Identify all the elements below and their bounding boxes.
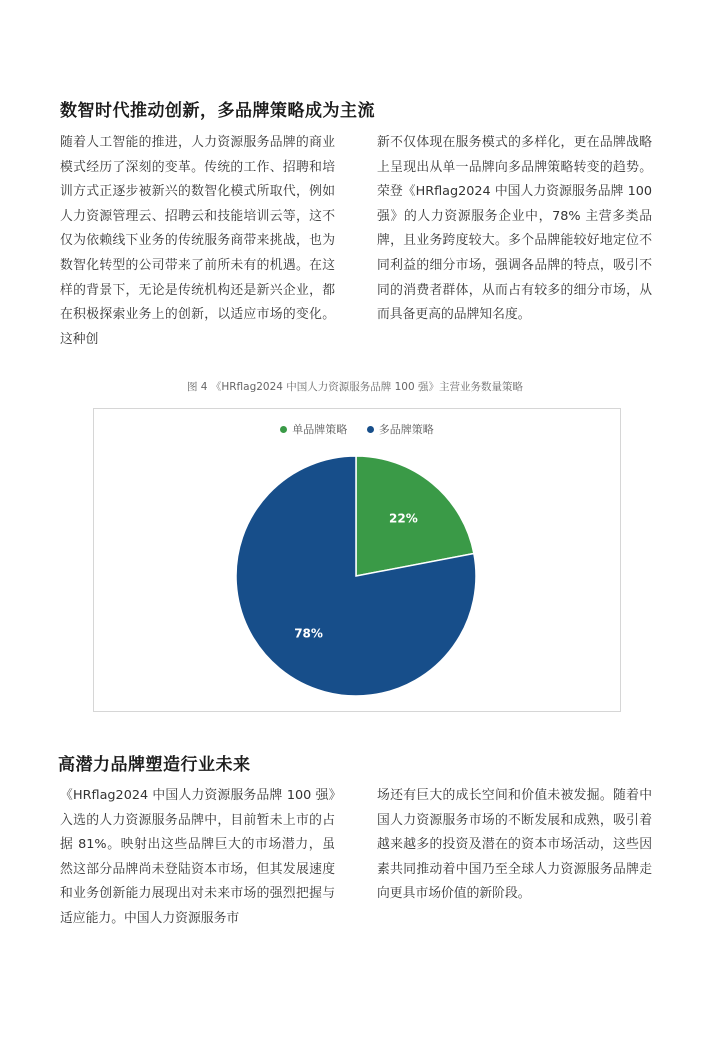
section-2-title: 高潜力品牌塑造行业未来: [58, 755, 251, 775]
pie-data-label: 78%: [294, 626, 323, 641]
pie-chart: [94, 409, 620, 711]
pie-chart-container: [93, 408, 621, 712]
legend-label-single-brand: 单品牌策略: [292, 423, 348, 436]
section-1-left-column: 随着人工智能的推进，人力资源服务品牌的商业模式经历了深刻的变革。传统的工作、招聘和培训方式正逐步被新兴的数智化模式所取代，例如人力资源管理云、招聘云和技能培训云等，这不仅为依赖线下业务的传统服务商带来挑战，也为数智化转型的公司带来了前所未有的机遇。在这样的背景下，无论是传统机构还是新兴企业，都在积极探索业务上的创新，以适应市场的变化。这种创: [60, 135, 335, 347]
legend-label-multi-brand: 多品牌策略: [378, 423, 434, 436]
section-2-right-column: 场还有巨大的成长空间和价值未被发掘。随着中国人力资源服务市场的不断发展和成熟，吸引着越来越多的投资及潜在的资本市场活动，这些因素共同推动着中国乃至全球人力资源服务品牌走向更具市场价值的新阶段。: [377, 788, 652, 902]
figure-caption: 图 4 《HRflag2024 中国人力资源服务品牌 100 强》主营业务数量策略: [186, 381, 524, 393]
section-2-left-column: 《HRflag2024 中国人力资源服务品牌 100 强》入选的人力资源服务品牌中，目前暂未上市的占据 81%。映射出这些品牌巨大的市场潜力，虽然这部分品牌尚未登陆资本市场，但其发展速度和业务创新能力展现出对未来市场的强烈把握与适应能力。中国人力资源服务市: [60, 788, 335, 926]
pie-data-label: 22%: [389, 511, 418, 526]
section-1-title: 数智时代推动创新，多品牌策略成为主流: [60, 101, 375, 121]
section-1-right-column: 新不仅体现在服务模式的多样化，更在品牌战略上呈现出从单一品牌向多品牌策略转变的趋势。荣登《HRflag2024 中国人力资源服务品牌 100 强》的人力资源服务企业中，78% 主营多类品牌，且业务跨度较大。多个品牌能较好地定位不同利益的细分市场，强调各品牌的特点，吸引不同的消费者群体，从而占有较多的细分市场，从而具备更高的品牌知名度。: [377, 135, 652, 323]
